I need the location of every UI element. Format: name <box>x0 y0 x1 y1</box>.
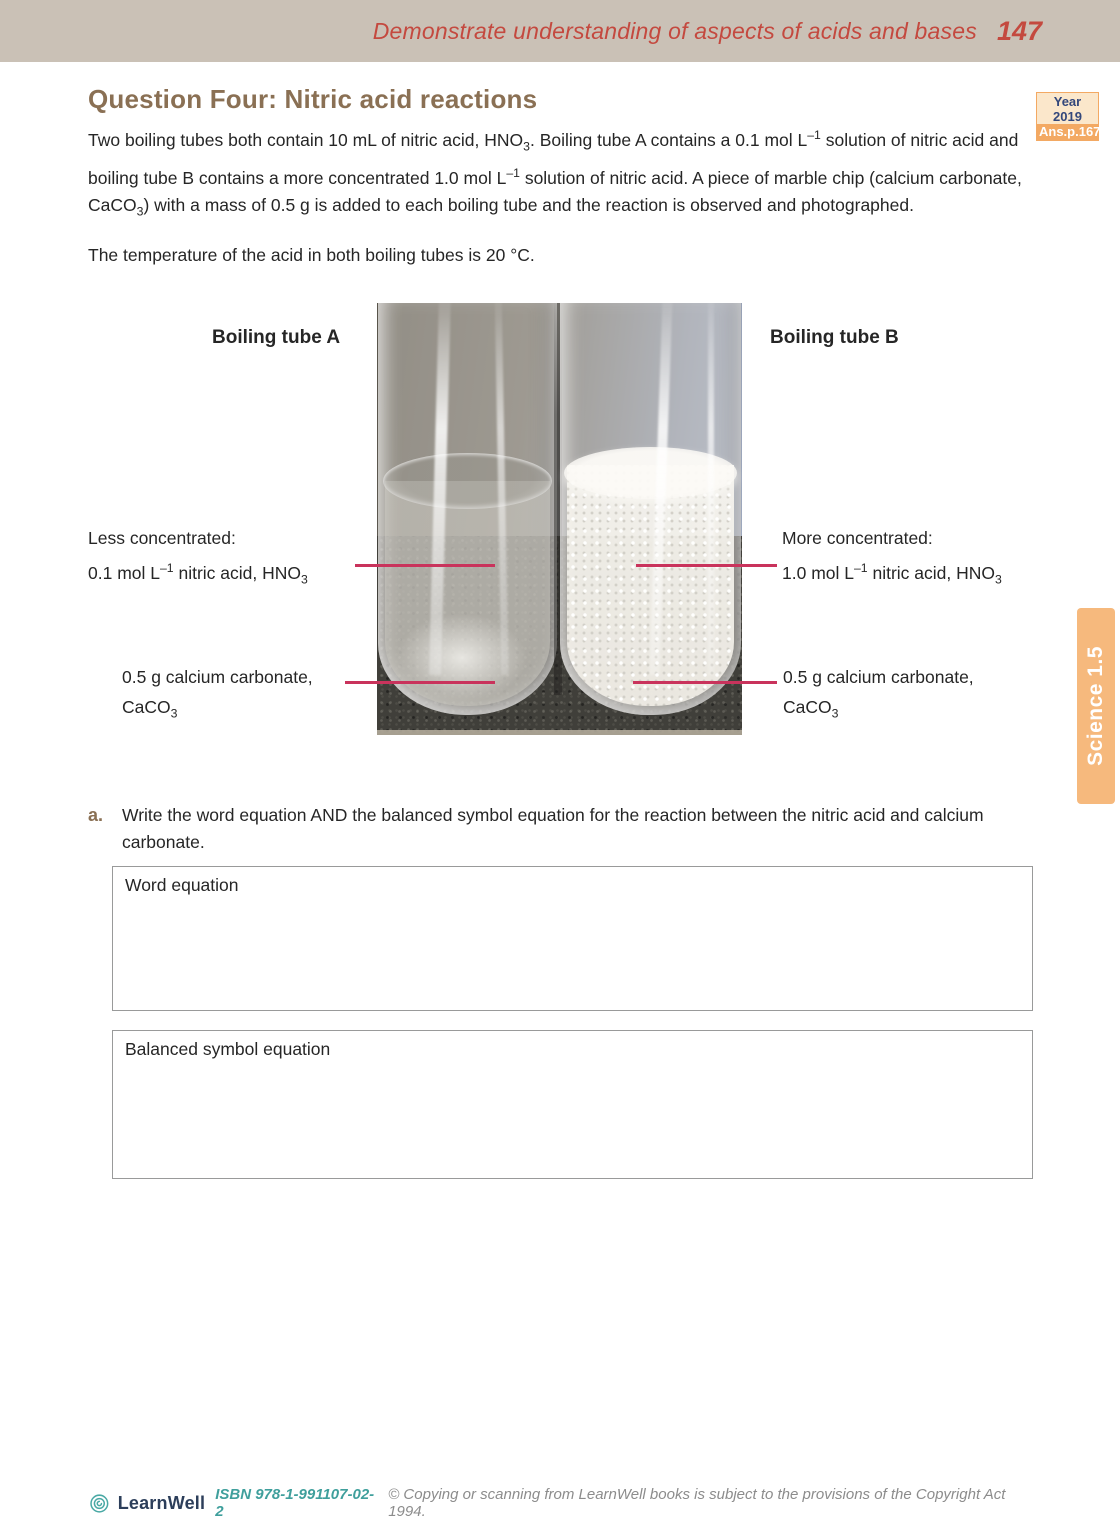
answer-page-label: Ans.p.167 <box>1039 124 1101 139</box>
word-equation-box-label: Word equation <box>125 875 239 895</box>
copyright-text: © Copying or scanning from LearnWell books is subject to the provisions of the Copyright Act 1994. <box>388 1486 1006 1520</box>
balanced-symbol-equation-answer-box[interactable] <box>112 1030 1033 1179</box>
bench-front-edge <box>377 730 742 735</box>
chapter-title: Demonstrate understanding of aspects of acids and bases <box>372 17 977 44</box>
science-1-5-side-tab <box>1077 608 1115 804</box>
year-answer-badge <box>1036 92 1099 141</box>
label-less-line1: Less concentrated: <box>88 528 236 548</box>
tube-a-meniscus <box>383 453 552 509</box>
boiling-tube-b <box>560 303 741 715</box>
learnwell-spiral-logo <box>88 1492 111 1515</box>
label-caco3-left <box>122 662 313 729</box>
year-label: Year 2019 <box>1037 93 1098 124</box>
label-caco3-right <box>783 662 974 729</box>
page-footer <box>88 1486 1038 1520</box>
label-caco3-left-line1: 0.5 g calcium carbonate, <box>122 667 313 687</box>
boiling-tube-a <box>378 303 557 715</box>
label-more-line2: 1.0 mol $L^{-1}$ nitric acid, $HNO_3$ <box>782 561 1002 587</box>
part-a-text: Write the word equation AND the balanced symbol equation for the reaction between the nitric acid and calcium carbonate. <box>122 805 984 852</box>
pointer-line-caco3-a <box>345 681 495 684</box>
question-part-a <box>88 802 1038 856</box>
label-less-concentrated <box>88 523 308 594</box>
label-more-concentrated <box>782 523 1002 594</box>
label-caco3-left-line2: CaCO$_3$ <box>122 697 178 721</box>
question-intro: Two boiling tubes both contain 10 mL of nitric acid, $HNO_3$. Boiling tube A contains a 0.1 mol $L^{-1}$ solution of nitric acid and boiling tube B contains a more concentrated 1.0 mol $L^{-1}$ solution of nitric acid. A piece of marble chip (calcium carbonate, CaCO$_3$) with a mass of 0.5 g is added to each boiling tube and the reaction is observed and photographed. <box>88 128 1022 219</box>
label-more-line1: More concentrated: <box>782 528 933 548</box>
side-tab-label: Science 1.5 <box>1084 646 1107 766</box>
temperature-note: The temperature of the acid in both boiling tubes is 20 °C. <box>88 245 535 265</box>
glass-highlight <box>708 303 714 675</box>
learnwell-brand-text: LearnWell <box>117 1492 206 1513</box>
question-heading: Question Four: Nitric acid reactions <box>88 84 538 114</box>
tube-b-title: Boiling tube B <box>770 327 899 348</box>
pointer-line-acid-a <box>355 564 495 567</box>
label-caco3-right-line1: 0.5 g calcium carbonate, <box>783 667 974 687</box>
part-a-label: a. <box>88 805 104 825</box>
tube-a-title: Boiling tube A <box>212 327 341 348</box>
word-equation-answer-box[interactable] <box>112 866 1033 1011</box>
pointer-line-caco3-b <box>633 681 777 684</box>
isbn-text: ISBN 978-1-991107-02-2 <box>215 1486 375 1520</box>
pointer-line-acid-b <box>636 564 777 567</box>
page-header-bar <box>0 0 1120 62</box>
label-less-line2: 0.1 mol $L^{-1}$ nitric acid, $HNO_3$ <box>88 561 308 587</box>
balanced-symbol-equation-box-label: Balanced symbol equation <box>125 1039 331 1059</box>
page-number: 147 <box>996 15 1042 46</box>
label-caco3-right-line2: CaCO$_3$ <box>783 697 839 721</box>
boiling-tubes-photo <box>377 303 742 735</box>
